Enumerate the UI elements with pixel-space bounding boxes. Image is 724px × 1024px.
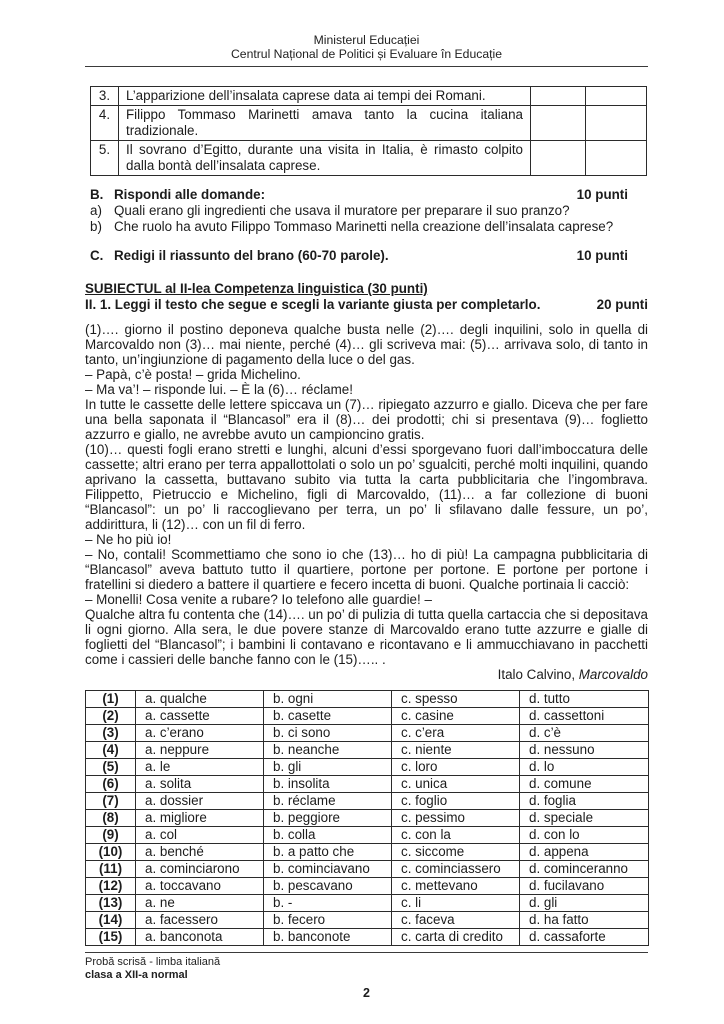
option-b: b. gli xyxy=(264,759,392,776)
passage-paragraph: – Ma va’! – risponde lui. – È la (6)… réclame! xyxy=(85,382,353,397)
subject-ii xyxy=(85,281,648,313)
item-number: (10) xyxy=(86,844,136,861)
option-c: c. unica xyxy=(392,776,520,793)
options-row xyxy=(86,776,649,793)
option-c: c. con la xyxy=(392,827,520,844)
section-c-points: 10 punti xyxy=(576,248,628,263)
section-c xyxy=(85,248,648,264)
section-b-title: Rispondi alle domande: xyxy=(114,187,266,202)
subject-ii-task-row xyxy=(85,297,648,313)
item-number: (2) xyxy=(86,708,136,725)
item-number: (14) xyxy=(86,912,136,929)
option-d: d. cassaforte xyxy=(520,929,649,946)
option-b: b. colla xyxy=(264,827,392,844)
document-footer xyxy=(85,953,648,981)
option-d: d. fucilavano xyxy=(520,878,649,895)
statement-row xyxy=(91,141,647,176)
options-row xyxy=(86,912,649,929)
option-c: c. c’era xyxy=(392,725,520,742)
options-row xyxy=(86,742,649,759)
item-number: (4) xyxy=(86,742,136,759)
option-b: b. ogni xyxy=(264,691,392,708)
question-text: Quali erano gli ingredienti che usava il muratore per preparare il suo pranzo? xyxy=(114,203,570,218)
option-b: b. banconote xyxy=(264,929,392,946)
option-d: d. cassettoni xyxy=(520,708,649,725)
option-d: d. comune xyxy=(520,776,649,793)
section-b-label: B. xyxy=(90,187,104,202)
attribution-author: Italo Calvino, xyxy=(497,667,579,682)
options-row xyxy=(86,810,649,827)
item-number: (1) xyxy=(86,691,136,708)
option-b: b. peggiore xyxy=(264,810,392,827)
option-b: b. fecero xyxy=(264,912,392,929)
attribution xyxy=(85,667,648,682)
answer-box-first xyxy=(531,106,586,141)
passage-paragraph: – Monelli! Cosa venite a rubare? Io telefono alle guardie! – xyxy=(85,592,432,607)
passage-paragraph: – No, contali! Scommettiamo che sono io che (13)… ho di più! La campagna pubblicitaria di “Blancasol” aveva battuto tutto il quartiere, portone per portone. E portone per portone i fratellini si diedero a battere il quartiere e fecero incetta di buoni. Qualche portinaia li cacciò: xyxy=(85,547,648,592)
option-d: d. cominceranno xyxy=(520,861,649,878)
section-b-heading xyxy=(90,187,648,203)
options-row xyxy=(86,793,649,810)
passage xyxy=(85,322,648,667)
question-label: b) xyxy=(90,219,102,234)
statement-number: 3. xyxy=(91,87,119,106)
option-c: c. mettevano xyxy=(392,878,520,895)
statement-text: Filippo Tommaso Marinetti amava tanto la cucina italiana tradizionale. xyxy=(119,106,531,141)
option-a: a. le xyxy=(136,759,264,776)
option-d: d. appena xyxy=(520,844,649,861)
option-c: c. spesso xyxy=(392,691,520,708)
section-b-points: 10 punti xyxy=(576,187,628,202)
option-a: a. cominciarono xyxy=(136,861,264,878)
item-number: (13) xyxy=(86,895,136,912)
statement-row xyxy=(91,106,647,141)
options-row xyxy=(86,691,649,708)
option-b: b. insolita xyxy=(264,776,392,793)
option-b: b. cominciavano xyxy=(264,861,392,878)
option-d: d. speciale xyxy=(520,810,649,827)
document-header xyxy=(85,33,648,61)
item-number: (3) xyxy=(86,725,136,742)
passage-paragraph: In tutte le cassette delle lettere spiccava un (7)… ripiegato azzurro e giallo. Diceva che per fare una bella saponata il “Blancasol” era il (8)… dei prodotti; chi si presentava (9)… foglietto azzurro e giallo, ne avrebbe avuto un campioncino gratis. xyxy=(85,397,648,442)
question-label: a) xyxy=(90,203,102,218)
question-row xyxy=(90,219,648,235)
option-c: c. loro xyxy=(392,759,520,776)
passage-paragraph: – Papà, c’è posta! – grida Michelino. xyxy=(85,367,301,382)
options-table xyxy=(85,690,649,946)
option-c: c. faceva xyxy=(392,912,520,929)
passage-paragraph: – Ne ho più io! xyxy=(85,532,172,547)
option-c: c. cominciassero xyxy=(392,861,520,878)
options-row xyxy=(86,708,649,725)
option-a: a. ne xyxy=(136,895,264,912)
section-c-title: Redigi il riassunto del brano (60-70 parole). xyxy=(114,248,389,263)
passage-paragraph: (10)… questi fogli erano stretti e lunghi, alcuni d’essi sporgevano fuori dall’imboccatura delle cassette; altri erano per terra appallottolati o solo un po’ sgualciti, perché molti inquilini, quando aprivano la cassetta, buttavano subito via tutta la carta pubblicitaria che l’ingombrava. Filippetto, Pietruccio e Michelino, figli di Marcovaldo, (11)… a far collezione di buoni “Blancasol”: un po’ li raccoglievano per terra, un po’ li sfilavano dalle fessure, un po’, addirittura, li (12)… con un fil di ferro. xyxy=(85,442,648,532)
option-c: c. pessimo xyxy=(392,810,520,827)
subject-ii-heading: SUBIECTUL al II-lea Competenza linguistica (30 punti) xyxy=(85,281,428,296)
options-row xyxy=(86,759,649,776)
item-number: (7) xyxy=(86,793,136,810)
statement-text: Il sovrano d’Egitto, durante una visita in Italia, è rimasto colpito dalla bontà dell’insalata caprese. xyxy=(119,141,531,176)
option-a: a. cassette xyxy=(136,708,264,725)
answer-box-first xyxy=(531,87,586,106)
option-a: a. neppure xyxy=(136,742,264,759)
question-row xyxy=(90,203,648,219)
answer-box-second xyxy=(586,87,647,106)
footer-class: clasa a XII-a normal xyxy=(85,968,188,981)
question-text: Che ruolo ha avuto Filippo Tommaso Marinetti nella creazione dell’insalata caprese? xyxy=(114,219,614,234)
option-a: a. col xyxy=(136,827,264,844)
option-b: b. réclame xyxy=(264,793,392,810)
item-number: (6) xyxy=(86,776,136,793)
option-b: b. casette xyxy=(264,708,392,725)
subject-ii-points: 20 punti xyxy=(596,297,648,312)
option-c: c. niente xyxy=(392,742,520,759)
option-a: a. c’erano xyxy=(136,725,264,742)
options-row xyxy=(86,844,649,861)
header-divider xyxy=(85,66,648,67)
option-a: a. dossier xyxy=(136,793,264,810)
statement-number: 4. xyxy=(91,106,119,141)
option-a: a. benché xyxy=(136,844,264,861)
section-c-heading xyxy=(90,248,648,264)
option-b: b. neanche xyxy=(264,742,392,759)
option-c: c. li xyxy=(392,895,520,912)
option-b: b. ci sono xyxy=(264,725,392,742)
reading-statements-table xyxy=(90,86,647,176)
options-row xyxy=(86,878,649,895)
options-row xyxy=(86,895,649,912)
attribution-work: Marcovaldo xyxy=(578,667,648,682)
item-number: (5) xyxy=(86,759,136,776)
option-d: d. ha fatto xyxy=(520,912,649,929)
passage-paragraph: (1)…. giorno il postino deponeva qualche busta nelle (2)…. degli inquilini, solo in quella di Marcovaldo non (3)… mai niente, perché (4)… gli scriveva mai: (5)… arrivava solo, di tanto in tanto, un’ingiunzione di pagamento della luce o del gas. xyxy=(85,322,648,367)
answer-box-first xyxy=(531,141,586,176)
answer-box-second xyxy=(586,141,647,176)
statement-text: L’apparizione dell’insalata caprese data ai tempi dei Romani. xyxy=(119,87,531,106)
option-a: a. banconota xyxy=(136,929,264,946)
passage-paragraph: Qualche altra fu contenta che (14)…. un po’ di pulizia di tutta quella cartaccia che si depositava li ogni giorno. Alla sera, le due povere stanze di Marcovaldo erano tutte azzurre e gialle di foglietti del “Blancasol”; i bambini li contavano e ricontavano e li ammucchiavano in pacchetti come i cassieri delle banche fanno con le (15)….. . xyxy=(85,607,648,667)
options-row xyxy=(86,861,649,878)
option-a: a. facessero xyxy=(136,912,264,929)
option-a: a. solita xyxy=(136,776,264,793)
section-c-label: C. xyxy=(90,248,104,263)
item-number: (8) xyxy=(86,810,136,827)
footer-exam-type: Probă scrisă - limba italiană xyxy=(85,956,221,968)
options-row xyxy=(86,827,649,844)
statement-number: 5. xyxy=(91,141,119,176)
option-b: b. a patto che xyxy=(264,844,392,861)
option-a: a. migliore xyxy=(136,810,264,827)
ministry-line: Ministerul Educației xyxy=(313,33,420,47)
section-b xyxy=(85,187,648,235)
option-d: d. tutto xyxy=(520,691,649,708)
option-c: c. carta di credito xyxy=(392,929,520,946)
center-line: Centrul Național de Politici și Evaluare în Educație xyxy=(231,47,502,61)
option-d: d. nessuno xyxy=(520,742,649,759)
option-a: a. toccavano xyxy=(136,878,264,895)
option-c: c. foglio xyxy=(392,793,520,810)
item-number: (12) xyxy=(86,878,136,895)
option-d: d. lo xyxy=(520,759,649,776)
subject-ii-task: II. 1. Leggi il testo che segue e scegli la variante giusta per completarlo. xyxy=(85,297,541,312)
option-d: d. c’è xyxy=(520,725,649,742)
item-number: (15) xyxy=(86,929,136,946)
item-number: (9) xyxy=(86,827,136,844)
option-d: d. gli xyxy=(520,895,649,912)
option-b: b. pescavano xyxy=(264,878,392,895)
answer-box-second xyxy=(586,106,647,141)
option-d: d. foglia xyxy=(520,793,649,810)
option-c: c. siccome xyxy=(392,844,520,861)
item-number: (11) xyxy=(86,861,136,878)
statement-row xyxy=(91,87,647,106)
options-row xyxy=(86,725,649,742)
options-row xyxy=(86,929,649,946)
option-c: c. casine xyxy=(392,708,520,725)
option-d: d. con lo xyxy=(520,827,649,844)
option-b: b. - xyxy=(264,895,392,912)
option-a: a. qualche xyxy=(136,691,264,708)
page-number: 2 xyxy=(363,986,370,1000)
